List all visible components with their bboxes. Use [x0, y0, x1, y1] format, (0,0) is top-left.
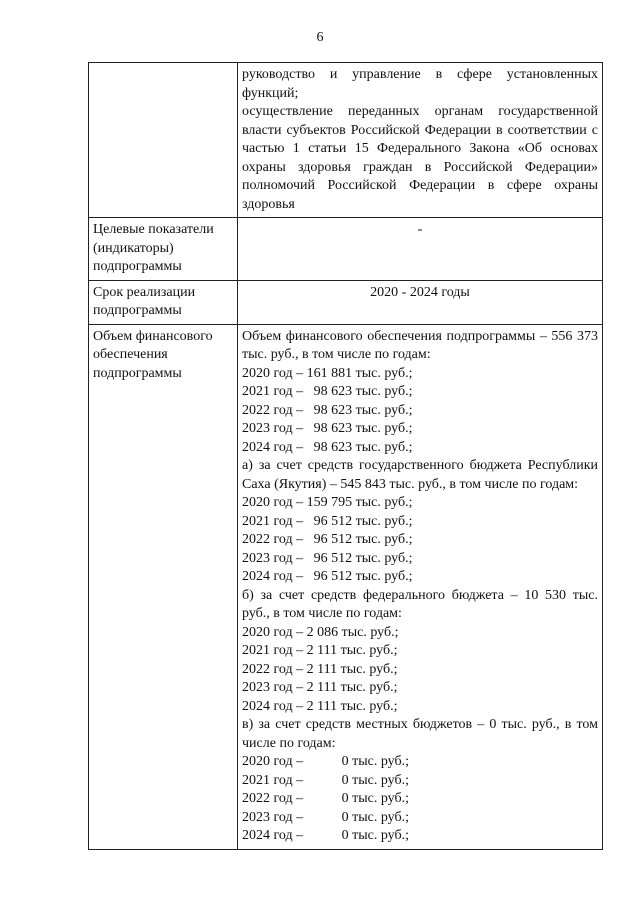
- text-line: осуществление переданных органам государственной власти субъектов Российской Федерации в соответствии с частью 1 статьи 15 Федерального Закона «Об основах охраны здоровья граждан в Российской Федерации» полномочий Российской Федерации в сфере охраны здоровья: [242, 104, 598, 212]
- target-indicators-label: Целевые показатели (индикаторы) подпрограммы: [89, 218, 238, 281]
- text-line: 2022 год – 0 тыс. руб.;: [242, 791, 409, 806]
- text-line: 2024 год – 0 тыс. руб.;: [242, 828, 409, 843]
- text-line: 2020 год – 0 тыс. руб.;: [242, 754, 409, 769]
- text-line: 2022 год – 2 111 тыс. руб.;: [242, 661, 398, 677]
- functions-value: [238, 63, 603, 218]
- text-line: 2020 год – 161 881 тыс. руб.;: [242, 365, 413, 381]
- text-line: 2020 год – 159 795 тыс. руб.;: [242, 495, 413, 510]
- text-line: 2023 год – 98 623 тыс. руб.;: [242, 421, 413, 436]
- text-line: 2021 год – 96 512 тыс. руб.;: [242, 513, 413, 529]
- text-line: 2024 год – 98 623 тыс. руб.;: [242, 439, 413, 455]
- table-row: [89, 324, 603, 849]
- text-line: 2020 год – 2 086 тыс. руб.;: [242, 624, 399, 640]
- table-row: [89, 218, 603, 281]
- text-line: 2022 год – 98 623 тыс. руб.;: [242, 402, 413, 418]
- implementation-period-value: 2020 - 2024 годы: [238, 280, 603, 324]
- text-line: 2021 год – 98 623 тыс. руб.;: [242, 384, 413, 399]
- text-line: в) за счет средств местных бюджетов – 0 тыс. руб., в том числе по годам:: [242, 717, 598, 751]
- text-line: руководство и управление в сфере установленных функций;: [242, 67, 598, 101]
- implementation-period-label: Срок реализации подпрограммы: [89, 280, 238, 324]
- text-line: 2024 год – 96 512 тыс. руб.;: [242, 569, 413, 584]
- text-line: 2023 год – 96 512 тыс. руб.;: [242, 550, 413, 566]
- table-row: [89, 280, 603, 324]
- text-line: 2022 год – 96 512 тыс. руб.;: [242, 532, 413, 547]
- target-indicators-value: -: [238, 218, 603, 281]
- text-line: 2024 год – 2 111 тыс. руб.;: [242, 698, 398, 714]
- row-label-empty: [89, 63, 238, 218]
- text-line: 2021 год – 0 тыс. руб.;: [242, 772, 409, 788]
- subprogram-passport-table: [88, 62, 603, 850]
- text-line: 2023 год – 2 111 тыс. руб.;: [242, 680, 398, 695]
- text-line: Объем финансового обеспечения подпрограммы – 556 373 тыс. руб., в том числе по годам:: [242, 328, 598, 362]
- funding-volume-value: [238, 324, 603, 849]
- funding-volume-label: Объем финансового обеспечения подпрограммы: [89, 324, 238, 849]
- text-line: б) за счет средств федерального бюджета – 10 530 тыс. руб., в том числе по годам:: [242, 587, 598, 621]
- text-line: 2021 год – 2 111 тыс. руб.;: [242, 643, 398, 658]
- page-number: 6: [316, 30, 324, 45]
- table-row: [89, 63, 603, 218]
- text-line: 2023 год – 0 тыс. руб.;: [242, 809, 409, 825]
- text-line: а) за счет средств государственного бюджета Республики Саха (Якутия) – 545 843 тыс. руб., в том числе по годам:: [242, 458, 598, 492]
